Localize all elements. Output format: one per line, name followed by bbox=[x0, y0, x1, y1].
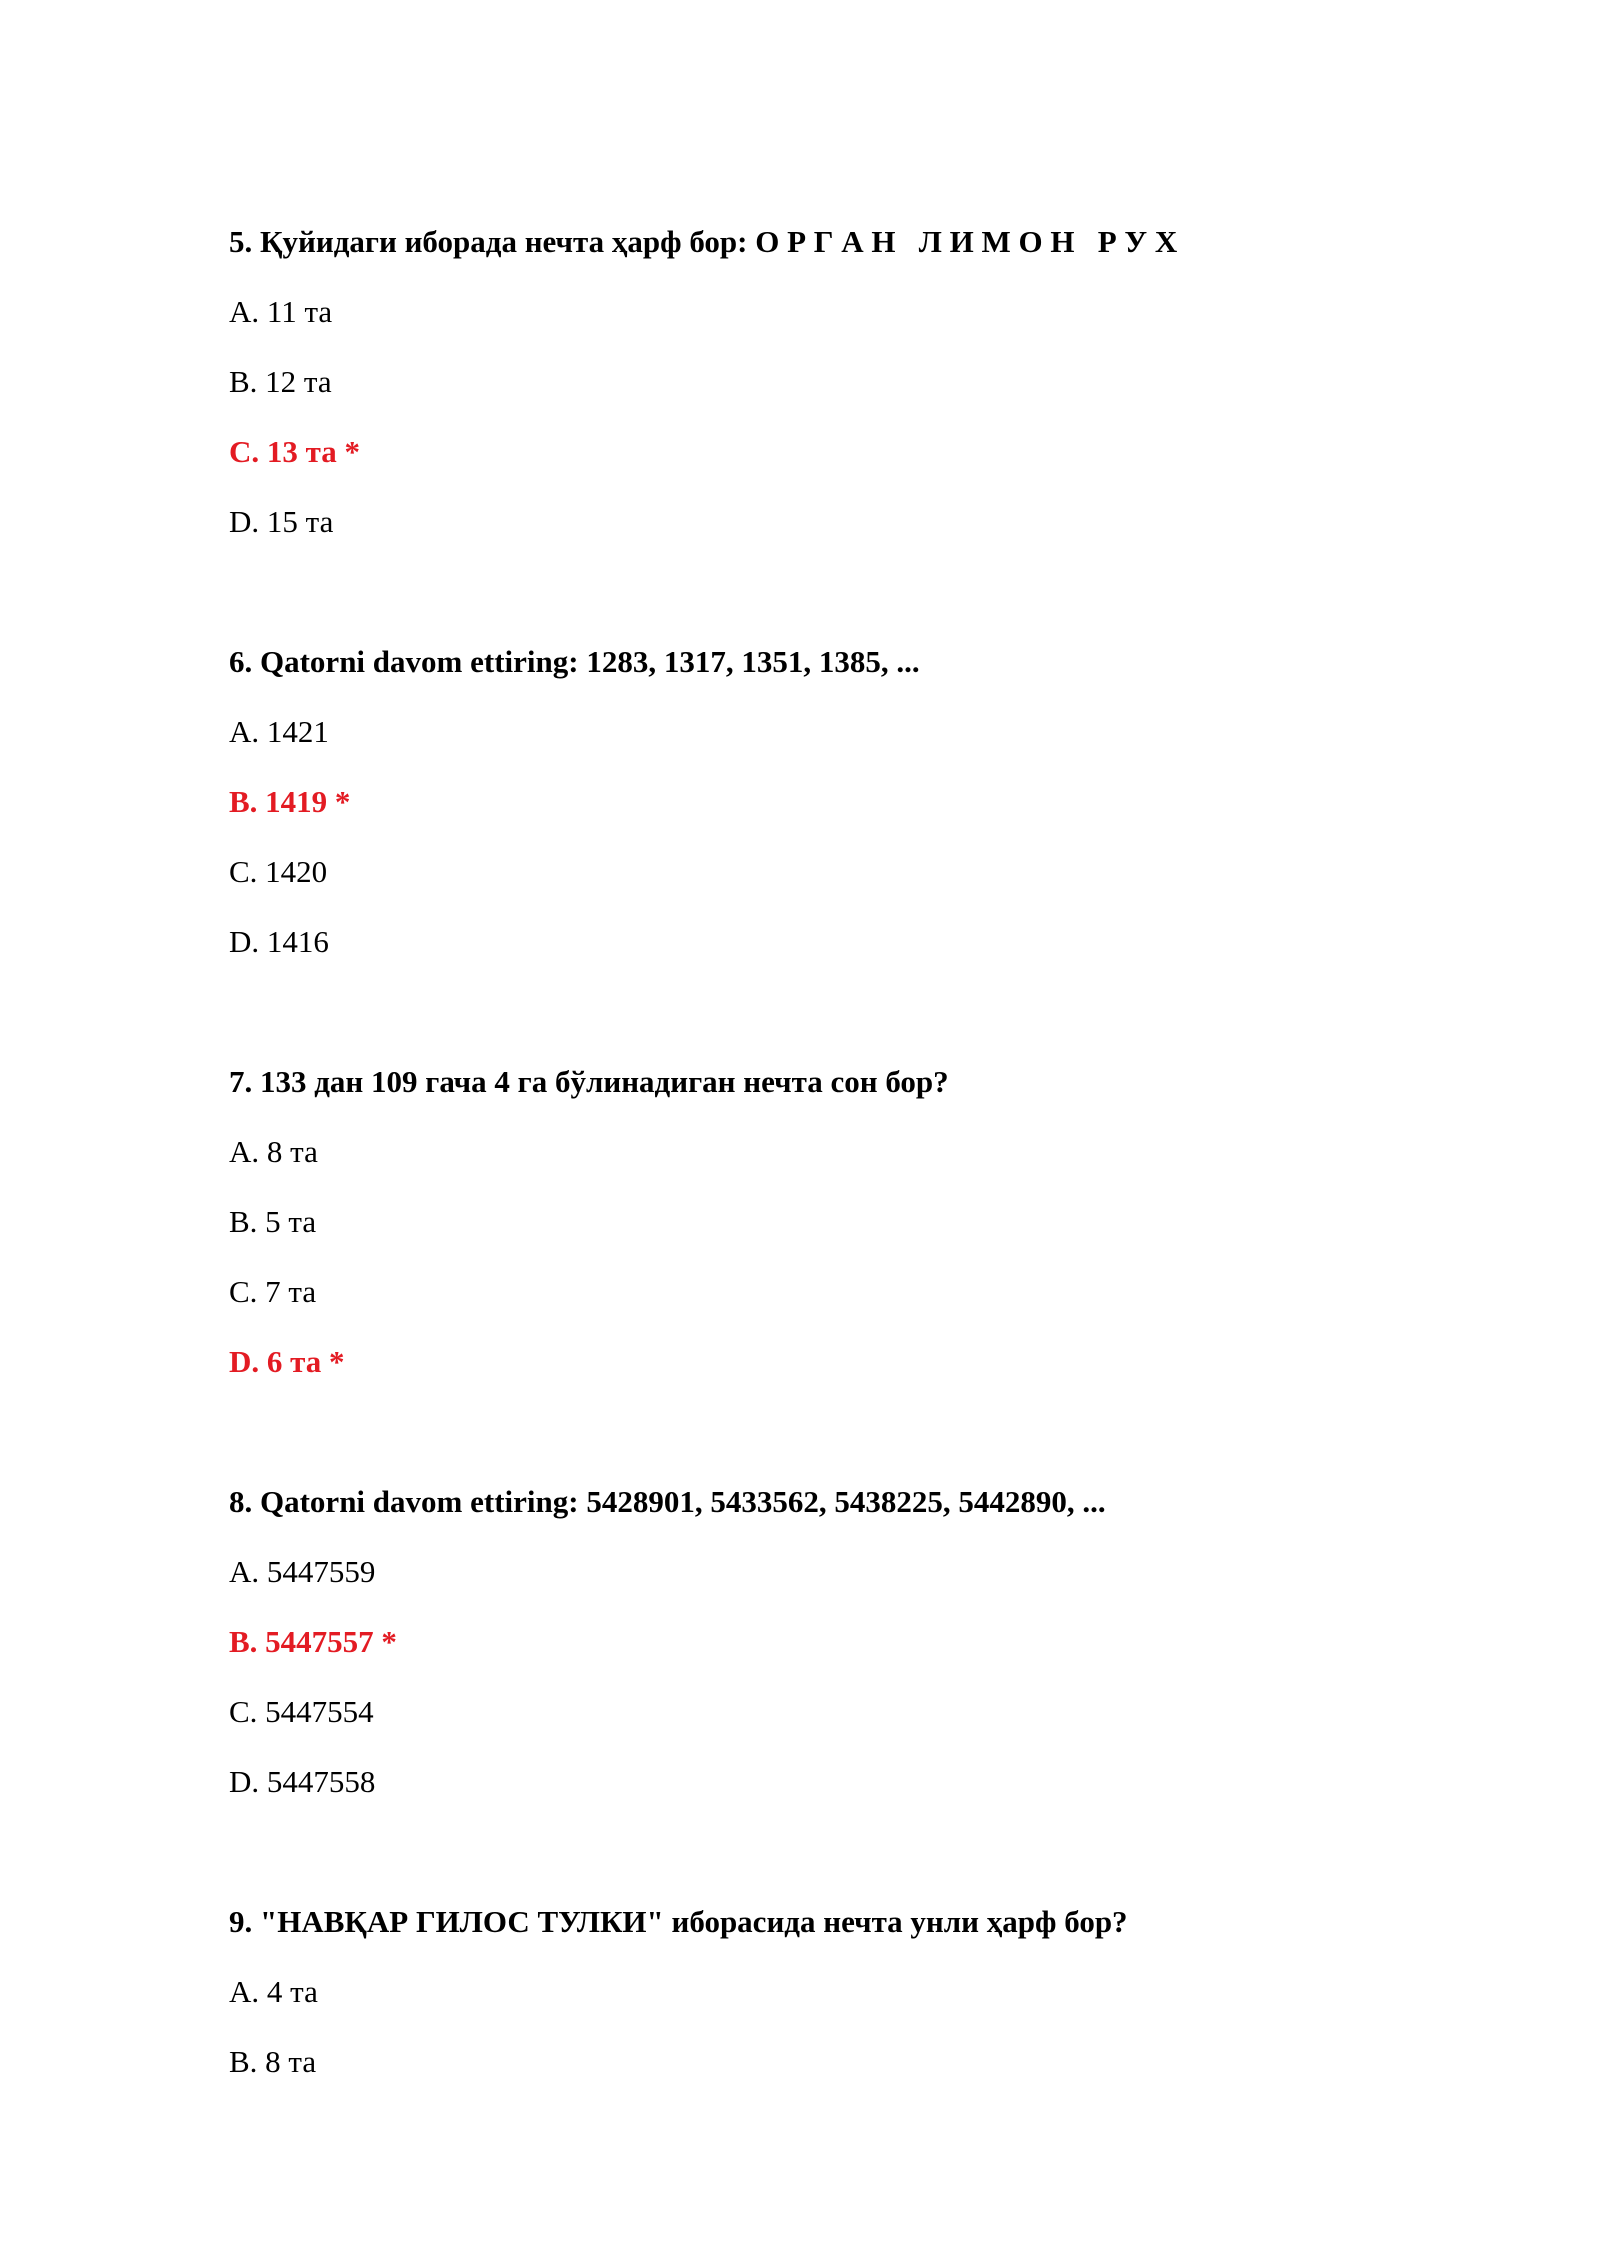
question-6 bbox=[229, 638, 1529, 966]
option-c: C. 1420 bbox=[229, 854, 328, 889]
question-spacer bbox=[229, 568, 1529, 638]
question-title: 5. Қуйидаги иборада нечта ҳарф бор: О Р Г А Н Л И М О Н Р У Х bbox=[229, 224, 1178, 259]
question-7 bbox=[229, 1058, 1529, 1386]
option-a: A. 5447559 bbox=[229, 1554, 376, 1589]
question-9 bbox=[229, 1898, 1529, 2086]
option-b-correct: B. 5447557 * bbox=[229, 1624, 397, 1659]
option-b-correct: B. 1419 * bbox=[229, 784, 351, 819]
option-c-correct: C. 13 та * bbox=[229, 434, 360, 469]
option-a: A. 8 та bbox=[229, 1134, 318, 1169]
quiz-page bbox=[229, 218, 1529, 2108]
option-a: A. 11 та bbox=[229, 294, 333, 329]
question-title: 8. Qatorni davom ettiring: 5428901, 5433562, 5438225, 5442890, ... bbox=[229, 1484, 1106, 1519]
question-8 bbox=[229, 1478, 1529, 1806]
question-title: 7. 133 дан 109 гача 4 га бўлинадиган нечта сон бор? bbox=[229, 1064, 949, 1099]
option-b: B. 8 та bbox=[229, 2044, 317, 2079]
question-title: 9. "НАВҚАР ГИЛОС ТУЛКИ" иборасида нечта унли ҳарф бор? bbox=[229, 1904, 1128, 1939]
question-spacer bbox=[229, 988, 1529, 1058]
option-d-correct: D. 6 та * bbox=[229, 1344, 345, 1379]
question-spacer bbox=[229, 1408, 1529, 1478]
option-c: C. 7 та bbox=[229, 1274, 317, 1309]
option-b: B. 5 та bbox=[229, 1204, 317, 1239]
option-d: D. 1416 bbox=[229, 924, 329, 959]
question-title: 6. Qatorni davom ettiring: 1283, 1317, 1351, 1385, ... bbox=[229, 644, 920, 679]
option-d: D. 5447558 bbox=[229, 1764, 376, 1799]
question-spacer bbox=[229, 1828, 1529, 1898]
option-a: A. 4 та bbox=[229, 1974, 318, 2009]
option-b: B. 12 та bbox=[229, 364, 332, 399]
option-c: C. 5447554 bbox=[229, 1694, 374, 1729]
option-d: D. 15 та bbox=[229, 504, 334, 539]
question-5 bbox=[229, 218, 1529, 546]
option-a: A. 1421 bbox=[229, 714, 329, 749]
